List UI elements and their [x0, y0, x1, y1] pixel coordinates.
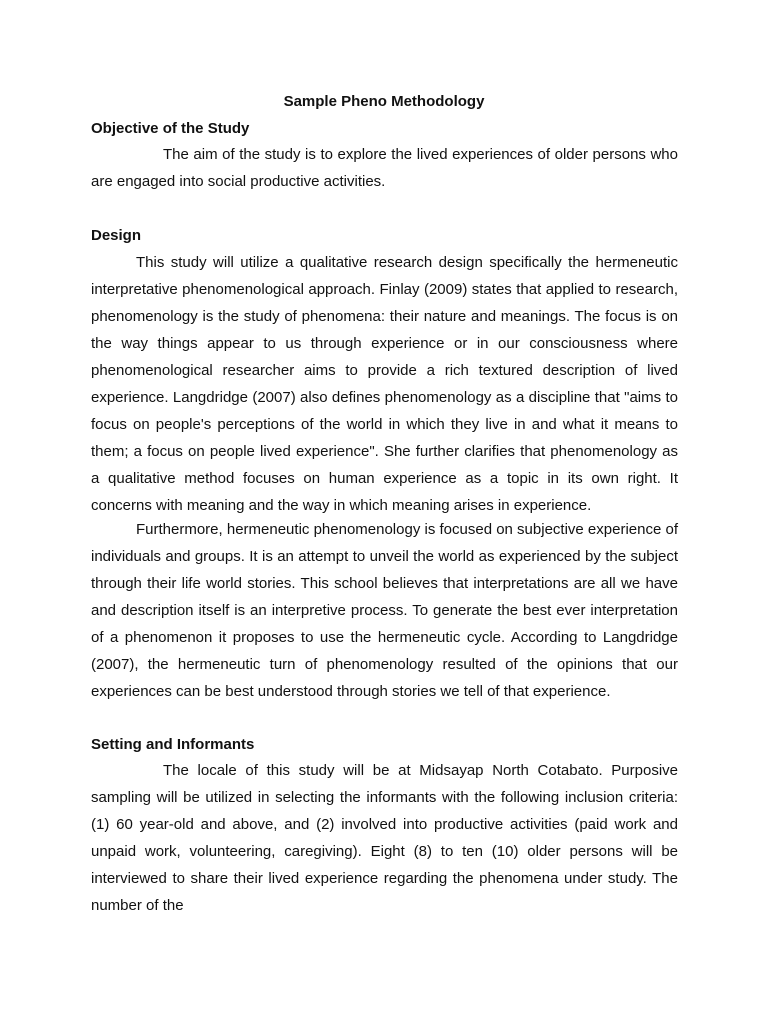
heading-objective: Objective of the Study — [91, 120, 250, 137]
paragraph-setting: The locale of this study will be at Midsayap North Cotabato. Purposive sampling will be utilized in selecting the informants with the following inclusion criteria: (1) 60 year-old and above, and (2) involved into productive activities (paid work and unpaid work, volunteering, caregiving). Eight (8) to ten (10) older persons will be interviewed to share their lived experience regarding the phenomena under study. The number of the — [91, 762, 678, 914]
paragraph-objective: The aim of the study is to explore the lived experiences of older persons who are engaged into social productive activities. — [91, 146, 678, 190]
paragraph-design-2: Furthermore, hermeneutic phenomenology is focused on subjective experience of individuals and groups. It is an attempt to unveil the world as experienced by the subject through their life world stories. This school believes that interpretations are all we have and description itself is an interpretive process. To generate the best ever interpretation of a phenomenon it proposes to use the hermeneutic cycle. According to Langdridge (2007), the hermeneutic turn of phenomenology resulted of the opinions that our experiences can be best understood through stories we tell of that experience. — [91, 521, 678, 700]
heading-setting: Setting and Informants — [91, 736, 255, 753]
document-title: Sample Pheno Methodology — [283, 93, 485, 110]
heading-design: Design — [91, 227, 142, 244]
paragraph-design-1: This study will utilize a qualitative research design specifically the hermeneutic interpretative phenomenological approach. Finlay (2009) states that applied to research, phenomenology is the study of phenomena: their nature and meanings. The focus is on the way things appear to us through experience or in our consciousness where phenomenological researcher aims to provide a rich textured description of lived experience. Langdridge (2007) also defines phenomenology as a discipline that "aims to focus on people's perceptions of the world in which they live in and what it means to them; a focus on people lived experience". She further clarifies that phenomenology as a qualitative method focuses on human experience as a topic in its own right. It concerns with meaning and the way in which meaning arises in experience. — [91, 254, 678, 514]
